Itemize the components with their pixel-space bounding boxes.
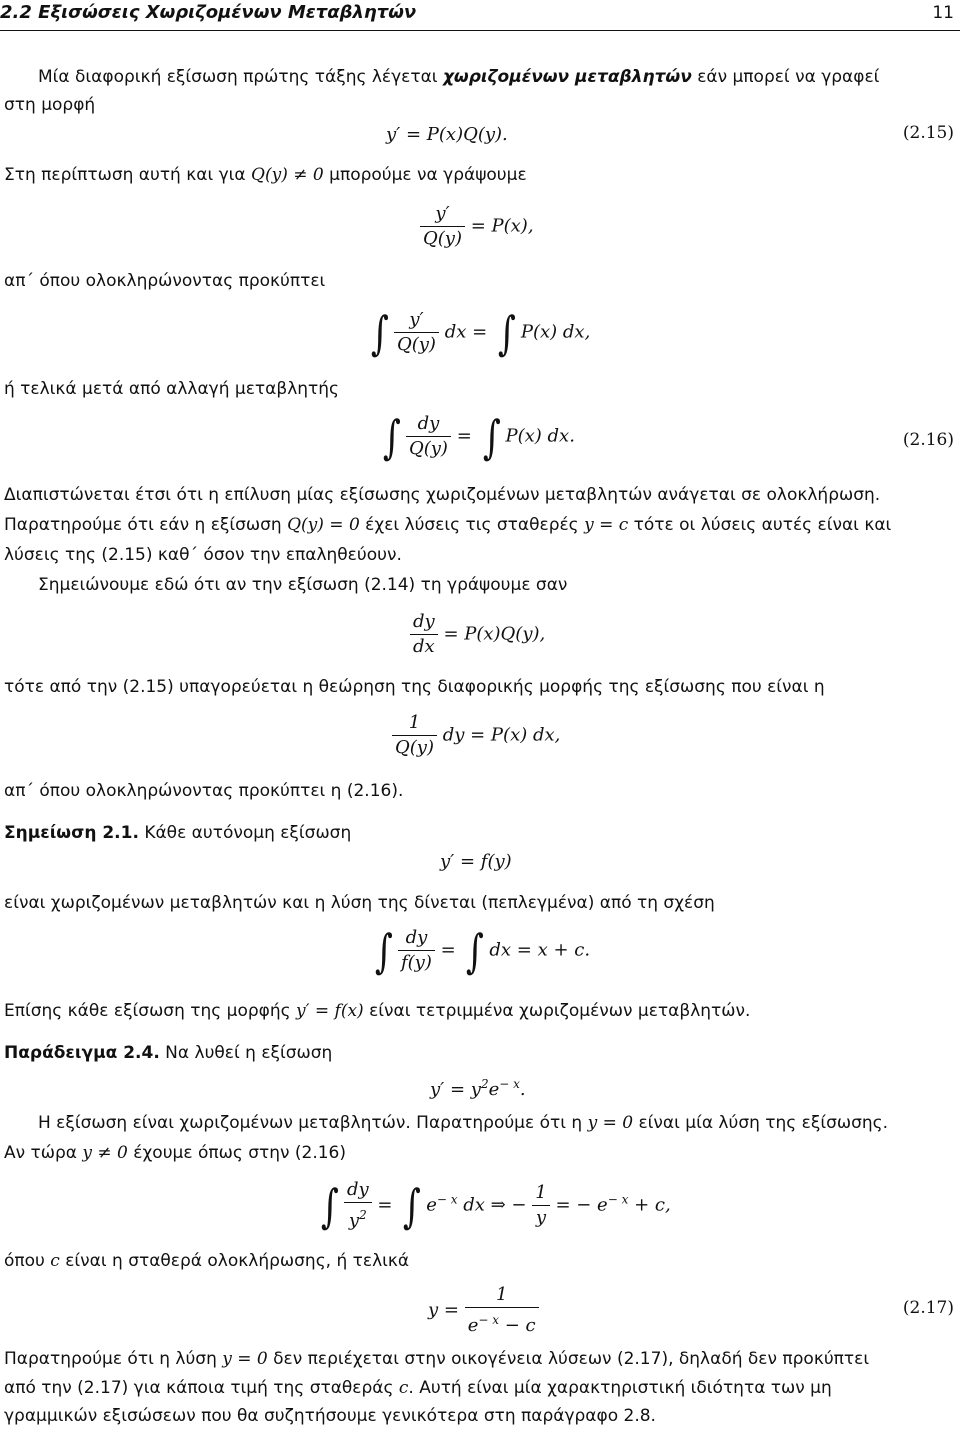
paragraph-remark: Σημειώνουμε εδώ ότι αν την εξίσωση (2.14) τη γράψουμε σαν — [38, 575, 568, 595]
equation-example: $y' = y^2e^{- x}$. — [430, 1077, 526, 1100]
note-2-1: Σημείωση 2.1. Κάθε αυτόνομη εξίσωση — [4, 823, 352, 843]
paragraph-constant-solutions-cont: λύσεις της (2.15) καθ΄ όσον την επαληθεύουν. — [4, 545, 402, 565]
paragraph-nonlinear-property-2: από την (2.17) για κάποια τιμή της σταθεράς c. Αυτή είναι μία χαρακτηριστική ιδιότητα των μη — [4, 1378, 832, 1398]
paragraph-trivial-case: Επίσης κάθε εξίσωση της μορφής y′ = f(x) είναι τετριμμένα χωριζομένων μεταβλητών. — [4, 1001, 751, 1021]
equation-2-16: ∫ $\frac{dy}{Q(y)}$ = ∫ P(x) dx. — [382, 409, 575, 464]
equation-example-integration: ∫ $\frac{dy}{y^2}$ = ∫ $e^{- x}$ dx ⇒ − $\frac{1}{y}$ = − $e^{- x} + c$, — [320, 1178, 671, 1233]
paragraph-constant-solutions: Παρατηρούμε ότι εάν η εξίσωση Q(y) = 0 έχει λύσεις τις σταθερές y = c τότε οι λύσεις αυτές είναι και — [4, 515, 892, 535]
equation-2-15: y′ = P(x)Q(y). — [386, 124, 508, 145]
paragraph-integrating: απ΄ όπου ολοκληρώνοντας προκύπτει — [4, 271, 326, 291]
paragraph-nonzero: Αν τώρα y ≠ 0 έχουμε όπως στην (2.16) — [4, 1143, 347, 1163]
equation-integrated: ∫ $\frac{y'}{Q(y)}$ dx = ∫ P(x) dx, — [370, 305, 591, 360]
paragraph-constant: όπου c είναι η σταθερά ολοκλήρωσης, ή τελικά — [4, 1251, 410, 1271]
equation-differential-form: $\frac{1}{Q(y)}$ dy = P(x) dx, — [392, 711, 560, 760]
equation-number-2-15: (2.15) — [902, 123, 954, 143]
paragraph-differential-form: τότε από την (2.15) υπαγορεύεται η θεώρηση της διαφορικής μορφής της εξίσωσης που είναι η — [4, 677, 825, 697]
inline-condition: Q(y) ≠ 0 — [251, 165, 324, 185]
paragraph-nonlinear-property: Παρατηρούμε ότι η λύση y = 0 δεν περιέχεται στην οικογένεια λύσεων (2.17), δηλαδή δεν προκύπτει — [4, 1349, 870, 1369]
example-2-4: Παράδειγμα 2.4. Να λυθεί η εξίσωση — [4, 1043, 333, 1063]
paragraph-change-of-variable: ή τελικά μετά από αλλαγή μεταβλητής — [4, 379, 340, 399]
paragraph-conclusion: Διαπιστώνεται έτσι ότι η επίλυση μίας εξίσωσης χωριζομένων μεταβλητών ανάγεται σε ολοκλήρωση. — [4, 485, 881, 505]
equation-separated: $\frac{y'}{Q(y)}$ = P(x), — [420, 202, 534, 251]
paragraph-definition-cont: στη μορφή — [4, 95, 96, 115]
equation-number-2-16: (2.16) — [902, 430, 954, 450]
paragraph-case: Στη περίπτωση αυτή και για Q(y) ≠ 0 μπορούμε να γράψουμε — [4, 165, 527, 185]
equation-autonomous-solution: ∫ $\frac{dy}{f(y)}$ = ∫ dx = x + c. — [374, 923, 591, 978]
defined-term: χωριζομένων μεταβλητών — [442, 67, 692, 87]
equation-number-2-17: (2.17) — [902, 1298, 954, 1318]
example-label: Παράδειγμα 2.4. — [4, 1043, 160, 1063]
page-number: 11 — [932, 3, 954, 23]
paragraph-implicit-solution: είναι χωριζομένων μεταβλητών και η λύση της δίνεται (πεπλεγμένα) από τη σχέση — [4, 893, 715, 913]
page-header — [0, 0, 960, 31]
note-label: Σημείωση 2.1. — [4, 823, 139, 843]
equation-dydx: $\frac{dy}{dx}$ = P(x)Q(y), — [410, 610, 545, 659]
paragraph-zero-solution: Η εξίσωση είναι χωριζομένων μεταβλητών. Παρατηρούμε ότι η y = 0 είναι μία λύση της εξίσωσης. — [38, 1113, 889, 1133]
section-title: 2.2 Εξισώσεις Χωριζομένων Μεταβλητών — [0, 2, 417, 23]
paragraph-nonlinear-property-3: γραμμικών εξισώσεων που θα συζητήσουμε γενικότερα στη παράγραφο 2.8. — [4, 1406, 656, 1426]
paragraph-integrating-2: απ΄ όπου ολοκληρώνοντας προκύπτει η (2.16). — [4, 781, 404, 801]
equation-2-17: y = $\frac{1}{e^{- x} - c}$ — [428, 1283, 539, 1338]
equation-autonomous: y′ = f(y) — [440, 851, 512, 872]
paragraph-definition: Μία διαφορική εξίσωση πρώτης τάξης λέγεται χωριζομένων μεταβλητών εάν μπορεί να γραφεί — [38, 67, 880, 87]
